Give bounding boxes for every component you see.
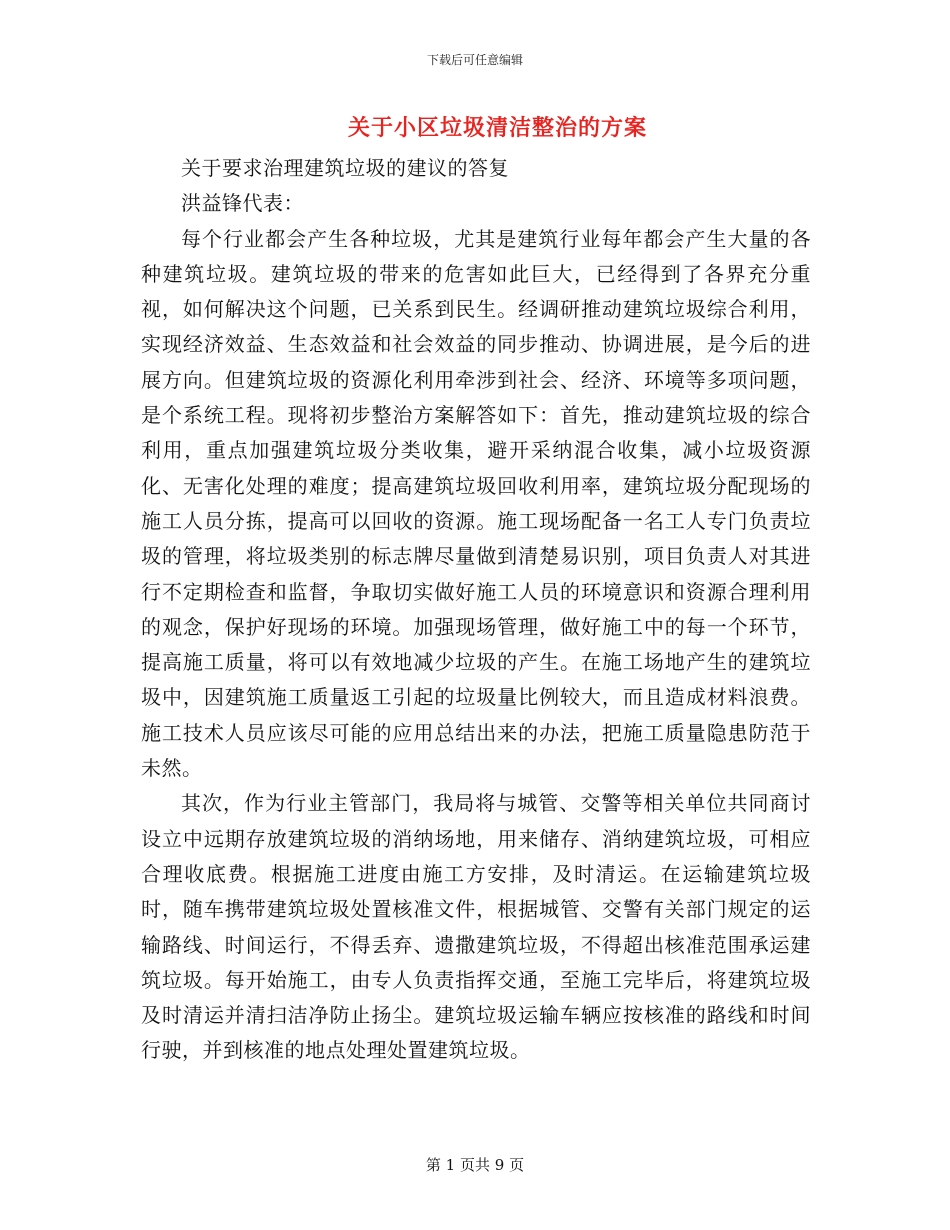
page-number-footer: 第 1 页共 9 页 xyxy=(425,1156,525,1174)
document-body xyxy=(141,151,811,1069)
body-paragraph-2: 其次，作为行业主管部门，我局将与城管、交警等相关单位共同商讨设立中远期存放建筑垃圾的消纳场地，用来储存、消纳建筑垃圾，可相应合理收底费。根据施工进度由施工方安排，及时清运。在运输建筑垃圾时，随车携带建筑垃圾处置核准文件，根据城管、交警有关部门规定的运输路线、时间运行，不得丢弃、遗撒建筑垃圾，不得超出核准范围承运建筑垃圾。每开始施工，由专人负责指挥交通，至施工完毕后，将建筑垃圾及时清运并清扫洁净防止扬尘。建筑垃圾运输车辆应按核准的路线和时间行驶，并到核准的地点处理处置建筑垃圾。 xyxy=(141,791,811,1063)
page-header-note: 下载后可任意编辑 xyxy=(426,53,523,67)
body-paragraph-1: 每个行业都会产生各种垃圾，尤其是建筑行业每年都会产生大量的各种建筑垃圾。建筑垃圾的带来的危害如此巨大，已经得到了各界充分重视，如何解决这个问题，已关系到民生。经调研推动建筑垃圾综合利用，实现经济效益、生态效益和社会效益的同步推动、协调进展，是今后的进展方向。但建筑垃圾的资源化利用牵涉到社会、经济、环境等多项问题，是个系统工程。现将初步整治方案解答如下：首先，推动建筑垃圾的综合利用，重点加强建筑垃圾分类收集，避开采纳混合收集，减小垃圾资源化、无害化处理的难度；提高建筑垃圾回收利用率，建筑垃圾分配现场的施工人员分拣，提高可以回收的资源。施工现场配备一名工人专门负责垃圾的管理，将垃圾类别的标志牌尽量做到清楚易识别，项目负责人对其进行不定期检查和监督，争取切实做好施工人员的环境意识和资源合理利用的观念，保护好现场的环境。加强现场管理，做好施工中的每一个环节，提高施工质量，将可以有效地减少垃圾的产生。在施工场地产生的建筑垃圾中，因建筑施工质量返工引起的垃圾量比例较大，而且造成材料浪费。施工技术人员应该尽可能的应用总结出来的办法，把施工质量隐患防范于未然。 xyxy=(141,226,811,781)
document-title: 关于小区垃圾清洁整治的方案 xyxy=(347,115,647,141)
document-subtitle: 关于要求治理建筑垃圾的建议的答复 xyxy=(181,156,509,180)
document-salutation: 洪益锋代表： xyxy=(181,191,304,216)
